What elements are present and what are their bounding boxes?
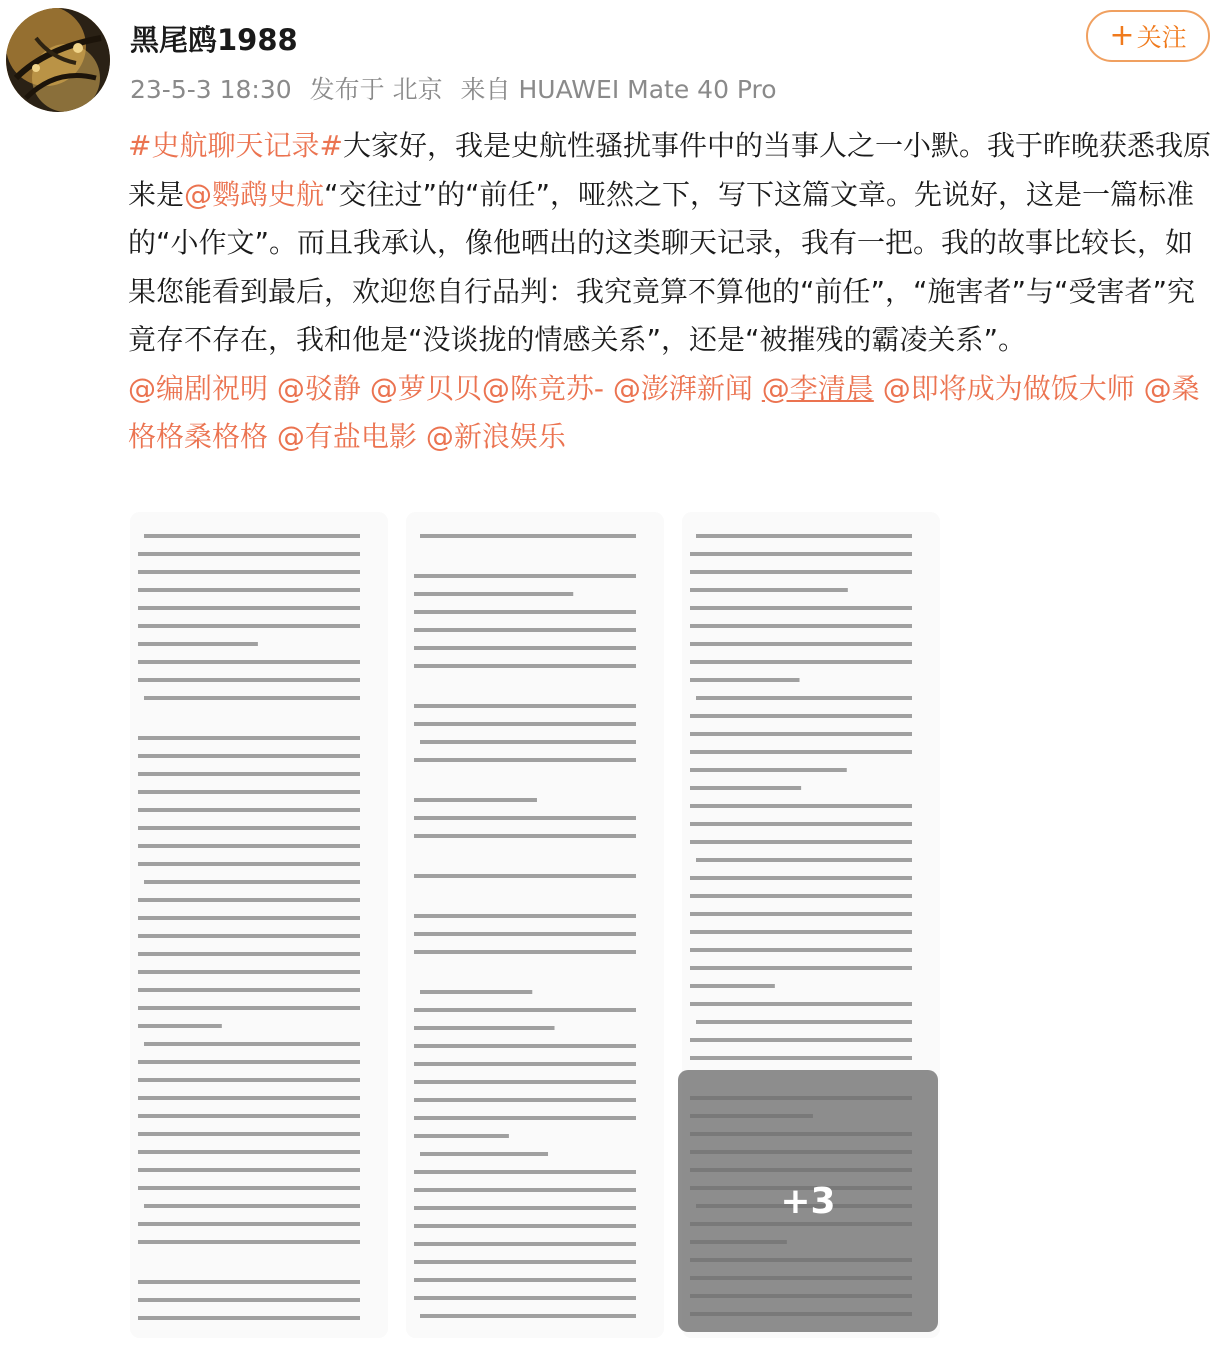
mention-link[interactable]: @即将成为做饭大师: [882, 371, 1135, 405]
mention-link[interactable]: @编剧祝明: [128, 371, 269, 405]
post-meta: [130, 70, 787, 106]
mention-link[interactable]: @澎湃新闻: [612, 371, 753, 405]
mention-link[interactable]: @新浪娱乐: [425, 420, 566, 453]
more-images-overlay[interactable]: [678, 1070, 938, 1332]
document-image-2[interactable]: [406, 512, 664, 1338]
document-page-thumbnail: [406, 512, 664, 1338]
avatar[interactable]: [6, 8, 110, 112]
image-grid: [130, 512, 940, 1338]
hashtag-link[interactable]: #史航聊天记录#: [128, 129, 343, 162]
follow-button[interactable]: [1086, 10, 1210, 62]
post-date: 23-5-3 18:30: [130, 75, 292, 104]
mention-link[interactable]: @萝贝贝: [369, 371, 482, 405]
post-device: 来自 HUAWEI Mate 40 Pro: [460, 75, 777, 104]
mentions-list: [128, 365, 1218, 462]
mention-link[interactable]: @驳静: [276, 371, 361, 405]
post-text-part-2: “交往过”的“前任”，哑然之下，写下这篇文章。先说好，这是一篇标准的“小作文”。而且我承认，像他晒出的这类聊天记录，我有一把。我的故事比较长，如果您能看到最后，欢迎您自行品判：我究竟算不算他的“前任”，“施害者”与“受害者”究竟存不存在，我和他是“没谈拢的情感关系”，还是“被摧残的霸凌关系”。: [128, 177, 1196, 356]
username[interactable]: 黑尾鸥1988: [130, 23, 298, 57]
document-image-1[interactable]: [130, 512, 388, 1338]
mention-link[interactable]: @李清晨: [761, 371, 874, 405]
post-text-part-1: 大家好，我是史航性骚扰事件中的当事人之一小默。我于昨晚获悉我原来是: [128, 129, 1211, 211]
mention-link-main[interactable]: @鹦鹉史航: [184, 177, 325, 211]
avatar-image: [6, 8, 110, 112]
follow-label: 关注: [1136, 23, 1187, 52]
post-paragraph: [128, 122, 1218, 365]
post-location: 发布于 北京: [309, 75, 443, 104]
post-body: [128, 122, 1218, 462]
post-header: [0, 0, 1230, 120]
more-images-count: +3: [780, 1180, 836, 1222]
document-page-thumbnail: [130, 512, 388, 1338]
mention-link[interactable]: @有盐电影: [276, 420, 417, 453]
mention-link[interactable]: @陈竞苏-: [481, 371, 604, 405]
mention-link[interactable]: @桑格格桑格格: [128, 371, 1200, 453]
plus-icon: +: [1109, 18, 1135, 53]
